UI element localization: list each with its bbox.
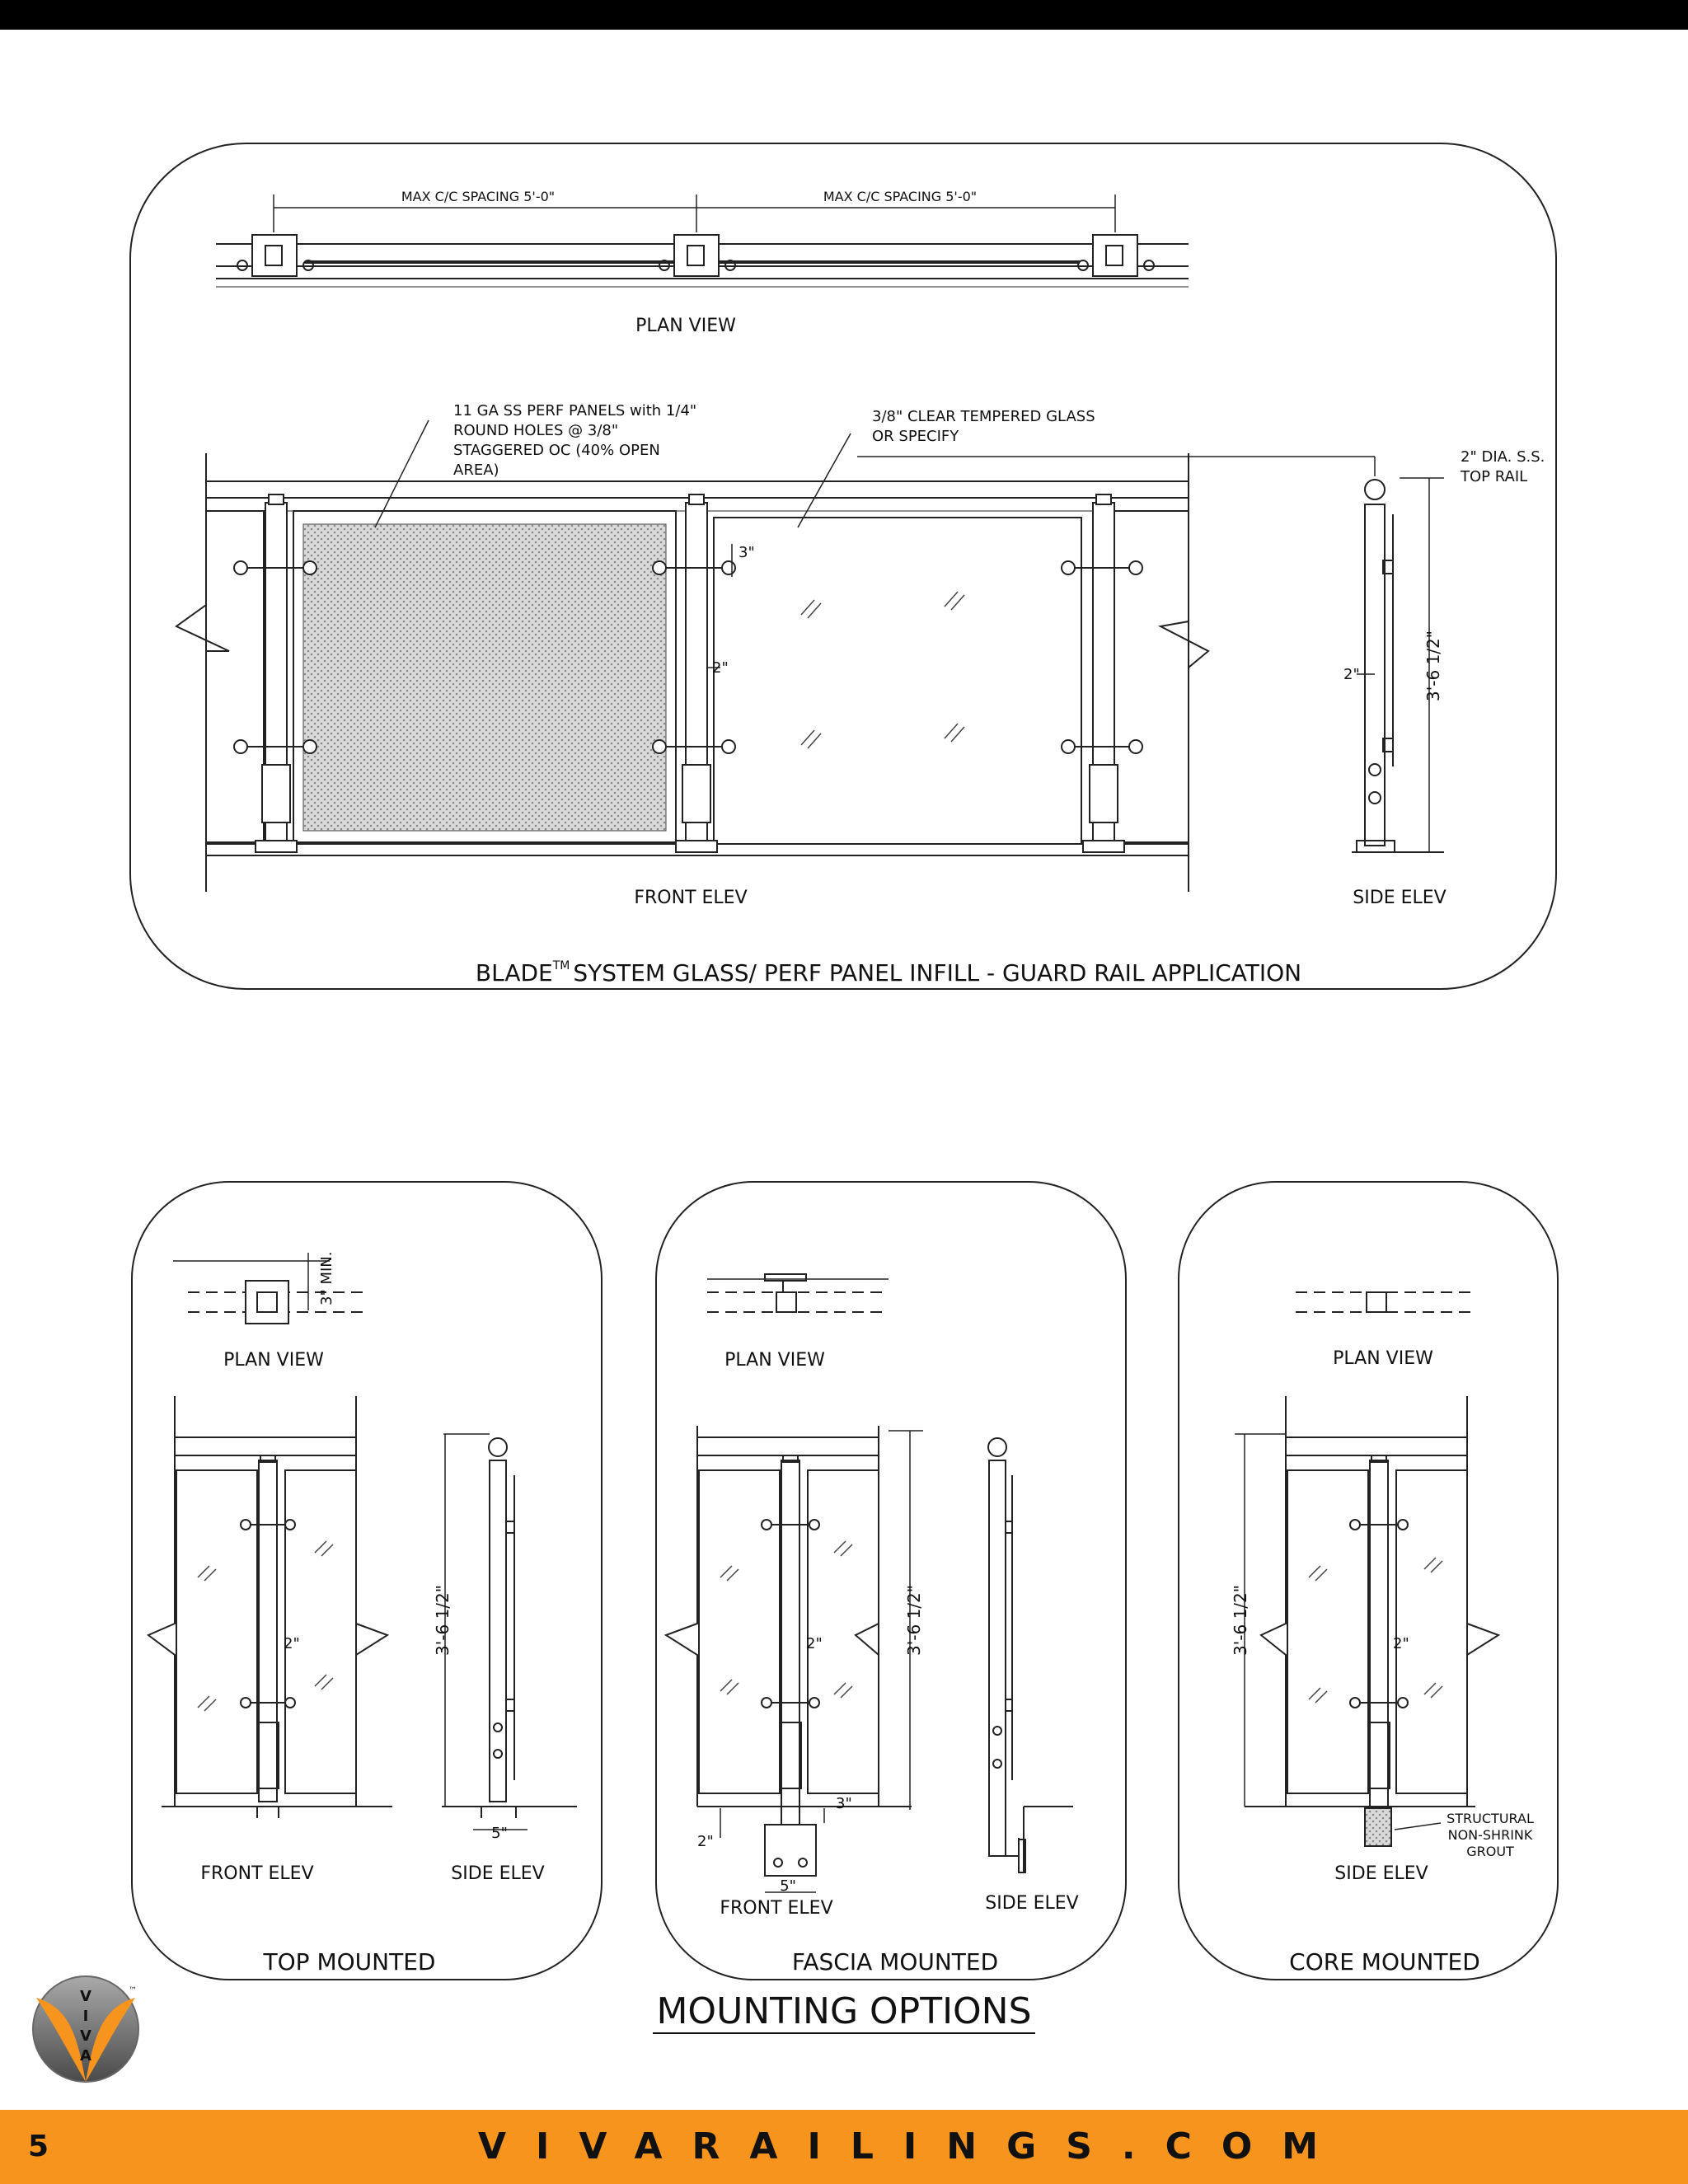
- fascia-mounted-side-elev: [988, 1438, 1073, 1872]
- core-mounted-dim-2in: 2": [1393, 1635, 1409, 1652]
- core-mounted-elev: [1235, 1396, 1498, 1830]
- rail-note-line-1: 2" DIA. S.S.: [1461, 448, 1545, 466]
- glass-reflection-marks: [801, 592, 964, 748]
- fascia-mounted-side-label: SIDE ELEV: [985, 1893, 1079, 1914]
- top-mounted-title: TOP MOUNTED: [263, 1948, 436, 1975]
- mounting-options-title: [0, 1990, 1688, 2032]
- website-link[interactable]: VIVARAILINGS.COM: [478, 2125, 1348, 2168]
- top-mounted-dim-2in: 2": [284, 1635, 300, 1652]
- top-mounted-plan-label: PLAN VIEW: [223, 1350, 324, 1371]
- fascia-mounted-title: FASCIA MOUNTED: [791, 1948, 999, 1975]
- perf-note-line-4: AREA): [453, 462, 499, 479]
- blade-title: [476, 959, 1301, 987]
- fascia-mounted-frame: [656, 1182, 1126, 1980]
- fascia-mounted-dim-2in-b: 2": [697, 1833, 714, 1850]
- front-dim-2in: 2": [712, 659, 729, 677]
- core-mounted-side-label: SIDE ELEV: [1334, 1863, 1428, 1884]
- perf-note-line-3: STAGGERED OC (40% OPEN: [453, 442, 660, 459]
- side-dim-2in: 2": [1343, 666, 1360, 683]
- top-plan-view-label: PLAN VIEW: [635, 316, 736, 336]
- logo-letter-1: V: [80, 1988, 91, 2005]
- top-side-elev-label: SIDE ELEV: [1353, 888, 1447, 908]
- blade-title-rest: SYSTEM GLASS/ PERF PANEL INFILL - GUARD RAIL APPLICATION: [573, 959, 1302, 987]
- glass-note-line-1: 3/8" CLEAR TEMPERED GLASS: [872, 408, 1095, 425]
- top-mounted-plan: [173, 1253, 369, 1324]
- top-front-elev-label: FRONT ELEV: [634, 888, 748, 908]
- plan-dim-right: MAX C/C SPACING 5'-0": [823, 189, 978, 204]
- blade-title-tm: TM: [552, 959, 570, 972]
- logo-letter-3: V: [80, 2027, 91, 2045]
- perf-note-line-1: 11 GA SS PERF PANELS with 1/4": [453, 402, 697, 419]
- perf-panel: [303, 524, 666, 831]
- side-height-dim: 3'-6 1/2": [1423, 630, 1443, 701]
- top-mounted-min-note: 3" MIN.: [318, 1251, 335, 1305]
- fascia-mounted-front-label: FRONT ELEV: [720, 1898, 833, 1919]
- top-mounted-front-label: FRONT ELEV: [200, 1863, 314, 1884]
- top-mounted-dim-5in: 5": [491, 1825, 508, 1842]
- perf-note-line-2: ROUND HOLES @ 3/8": [453, 422, 619, 439]
- mounting-options-text: MOUNTING OPTIONS: [653, 1990, 1034, 2034]
- fascia-mounted-plan: [707, 1274, 889, 1312]
- fascia-mounted-dim-2in: 2": [806, 1635, 823, 1652]
- glass-note-line-2: OR SPECIFY: [872, 428, 959, 445]
- core-mounted-plan: [1296, 1292, 1477, 1312]
- page-number: 5: [28, 2130, 49, 2163]
- fascia-mounted-height-dim: 3'-6 1/2": [904, 1585, 924, 1656]
- logo-letter-2: I: [82, 2008, 89, 2025]
- core-mounted-title: CORE MOUNTED: [1289, 1948, 1480, 1975]
- plan-dim-left: MAX C/C SPACING 5'-0": [401, 189, 556, 204]
- fascia-mounted-dim-5in: 5": [780, 1877, 796, 1895]
- fascia-mounted-plan-label: PLAN VIEW: [724, 1350, 825, 1371]
- core-grout: [1365, 1808, 1391, 1846]
- logo-tm: ™: [129, 1986, 137, 1995]
- top-mounted-front-elev: [148, 1396, 392, 1818]
- top-mounted-frame: [132, 1182, 602, 1980]
- front-dim-3in: 3": [738, 544, 755, 561]
- top-mounted-side-elev: [442, 1434, 577, 1830]
- grout-note-line-2: NON-SHRINK: [1447, 1827, 1533, 1843]
- core-mounted-height-dim: 3'-6 1/2": [1231, 1585, 1250, 1656]
- top-mounted-height-dim: 3'-6 1/2": [433, 1585, 452, 1656]
- rail-note-line-2: TOP RAIL: [1461, 468, 1528, 485]
- top-plan-view: [216, 194, 1189, 287]
- grout-note-line-1: STRUCTURAL: [1447, 1811, 1534, 1826]
- fascia-mounted-front-elev: [666, 1426, 923, 1892]
- grout-note-line-3: GROUT: [1466, 1844, 1514, 1859]
- core-mounted-plan-label: PLAN VIEW: [1333, 1348, 1433, 1369]
- logo-letter-4: A: [80, 2047, 91, 2064]
- top-mounted-side-label: SIDE ELEV: [451, 1863, 545, 1884]
- fascia-mounted-dim-3in: 3": [836, 1795, 852, 1812]
- blade-title-blade: BLADE: [475, 959, 553, 987]
